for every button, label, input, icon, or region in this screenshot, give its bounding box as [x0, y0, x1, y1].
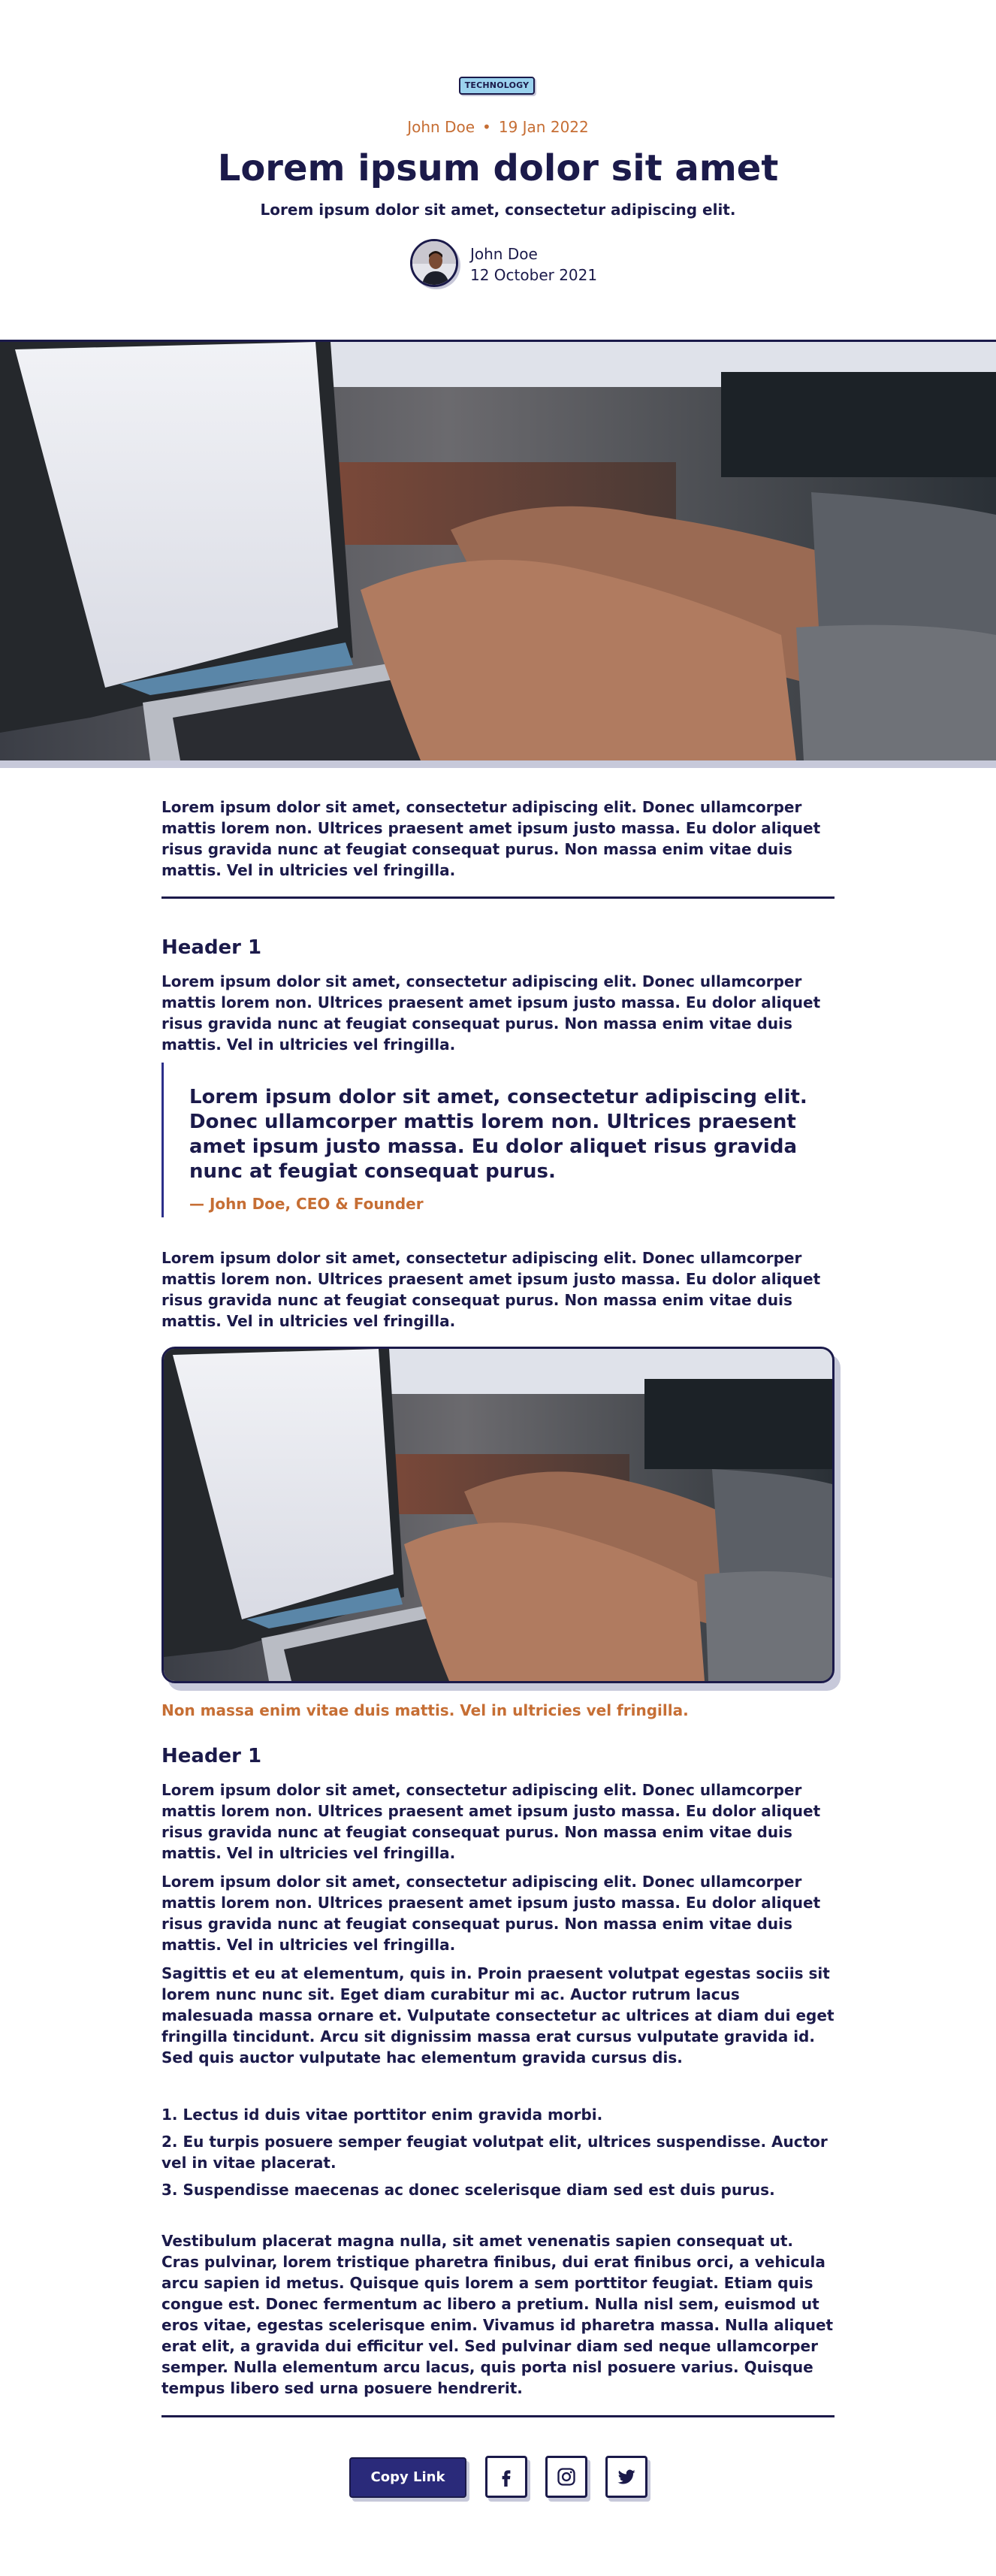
- paragraph-block-5: [161, 1963, 835, 2068]
- figure-caption: Non massa enim vitae duis mattis. Vel in ultricies vel fringilla.: [161, 1701, 689, 1719]
- paragraph: Lorem ipsum dolor sit amet, consectetur adipiscing elit. Donec ullamcorper mattis lorem non. Ultrices praesent amet ipsum justo massa. Eu dolor aliquet risus gravida nunc at feugiat consequat purus. Non massa enim vitae duis mattis. Vel in ultricies vel fringilla.: [161, 1873, 821, 1954]
- paragraph: Lorem ipsum dolor sit amet, consectetur adipiscing elit. Donec ullamcorper mattis lorem non. Ultrices praesent amet ipsum justo massa. Eu dolor aliquet risus gravida nunc at feugiat consequat purus. Non massa enim vitae duis mattis. Vel in ultricies vel fringilla.: [161, 1249, 821, 1330]
- page-title: Lorem ipsum dolor sit amet: [217, 147, 779, 189]
- quote-citation: — John Doe, CEO & Founder: [189, 1195, 424, 1213]
- divider: [161, 2415, 835, 2417]
- section-header: Header 1: [161, 936, 262, 959]
- paragraph-block-6: [161, 2230, 835, 2399]
- article-meta: [0, 116, 996, 138]
- meta-date: 19 Jan 2022: [498, 118, 589, 136]
- article-figure: [161, 1347, 835, 1683]
- blockquote: [161, 1063, 835, 1217]
- section-1-body: [161, 971, 835, 1055]
- facebook-icon: [496, 2467, 516, 2487]
- author-name[interactable]: John Doe: [470, 245, 538, 263]
- intro-paragraph-block: [161, 797, 835, 881]
- ordered-list-block: [161, 2104, 835, 2206]
- paragraph-block-3: [161, 1779, 835, 1864]
- paragraph-block-2: [161, 1247, 835, 1332]
- list-item: 3. Suspendisse maecenas ac donec scelerisque diam sed est duis purus.: [161, 2181, 775, 2199]
- hero-image: [0, 340, 996, 760]
- category-badge[interactable]: TECHNOLOGY: [459, 77, 535, 95]
- copy-link-button[interactable]: Copy Link: [349, 2457, 466, 2498]
- paragraph: Vestibulum placerat magna nulla, sit amet venenatis sapien consequat ut. Cras pulvinar, lorem tristique pharetra finibus, dui erat finibus orci, a vehicula arcu sapien id metus. Quisque quis lorem a sem porttitor feugiat. Etiam quis congue est. Donec fermentum ac libero a pretium. Nulla nisl sem, euismod ut eros vitae, egestas scelerisque enim. Vivamus id pharetra massa. Nulla aliquet erat elit, a gravida dui efficitur vel. Sed pulvinar diam sed neque ullamcorper semper. Nulla elementum arcu lacus, quis porta nisl posuere varius. Quisque tempus libero sed urna posuere hendrerit.: [161, 2232, 834, 2397]
- divider: [161, 896, 835, 899]
- meta-author[interactable]: John Doe: [407, 118, 475, 136]
- section-2: [161, 1743, 835, 1769]
- instagram-icon: [556, 2466, 577, 2487]
- list-item: 1. Lectus id duis vitae porttitor enim gravida morbi.: [161, 2106, 603, 2124]
- laptop-typing-photo-icon: [164, 1349, 832, 1681]
- twitter-icon: [616, 2466, 637, 2487]
- section-1: [161, 935, 835, 960]
- section-header: Header 1: [161, 1745, 262, 1767]
- paragraph: Lorem ipsum dolor sit amet, consectetur adipiscing elit. Donec ullamcorper mattis lorem non. Ultrices praesent amet ipsum justo massa. Eu dolor aliquet risus gravida nunc at feugiat consequat purus. Non massa enim vitae duis mattis. Vel in ultricies vel fringilla.: [161, 972, 821, 1054]
- twitter-share-button[interactable]: [605, 2456, 647, 2498]
- intro-paragraph: Lorem ipsum dolor sit amet, consectetur adipiscing elit. Donec ullamcorper mattis lorem non. Ultrices praesent amet ipsum justo massa. Eu dolor aliquet risus gravida nunc at feugiat consequat purus. Non massa enim vitae duis mattis. Vel in ultricies vel fringilla.: [161, 798, 821, 879]
- paragraph-block-4: [161, 1871, 835, 1955]
- avatar[interactable]: [410, 239, 458, 287]
- laptop-typing-photo-icon: [0, 342, 996, 760]
- instagram-share-button[interactable]: [545, 2456, 587, 2498]
- paragraph: Sagittis et eu at elementum, quis in. Proin praesent volutpat egestas sociis sit lorem nunc nunc sit. Eget diam curabitur mi ac. Auctor rutrum lacus malesuada massa ornare et. Vulputate consectetur ac ultrices at diam dui eget fringilla tincidunt. Arcu sit dignissim massa erat cursus vulputate gravida id. Sed quis auctor vulputate hac elementum gravida cursus dis.: [161, 1964, 835, 2067]
- quote-text: Lorem ipsum dolor sit amet, consectetur adipiscing elit. Donec ullamcorper mattis lorem non. Ultrices praesent amet ipsum justo massa. Eu dolor aliquet risus gravida nunc at feugiat consequat purus.: [189, 1086, 807, 1183]
- avatar-portrait-icon: [412, 241, 458, 287]
- hero-shadow: [0, 760, 996, 768]
- page-subtitle: Lorem ipsum dolor sit amet, consectetur adipiscing elit.: [260, 201, 736, 219]
- ordered-list: [161, 2104, 835, 2200]
- list-item: 2. Eu turpis posuere semper feugiat volutpat elit, ultrices suspendisse. Auctor vel in vitae placerat.: [161, 2133, 828, 2172]
- facebook-share-button[interactable]: [485, 2456, 527, 2498]
- meta-separator: •: [482, 118, 491, 136]
- author-date: 12 October 2021: [470, 266, 598, 284]
- paragraph: Lorem ipsum dolor sit amet, consectetur adipiscing elit. Donec ullamcorper mattis lorem non. Ultrices praesent amet ipsum justo massa. Eu dolor aliquet risus gravida nunc at feugiat consequat purus. Non massa enim vitae duis mattis. Vel in ultricies vel fringilla.: [161, 1781, 821, 1862]
